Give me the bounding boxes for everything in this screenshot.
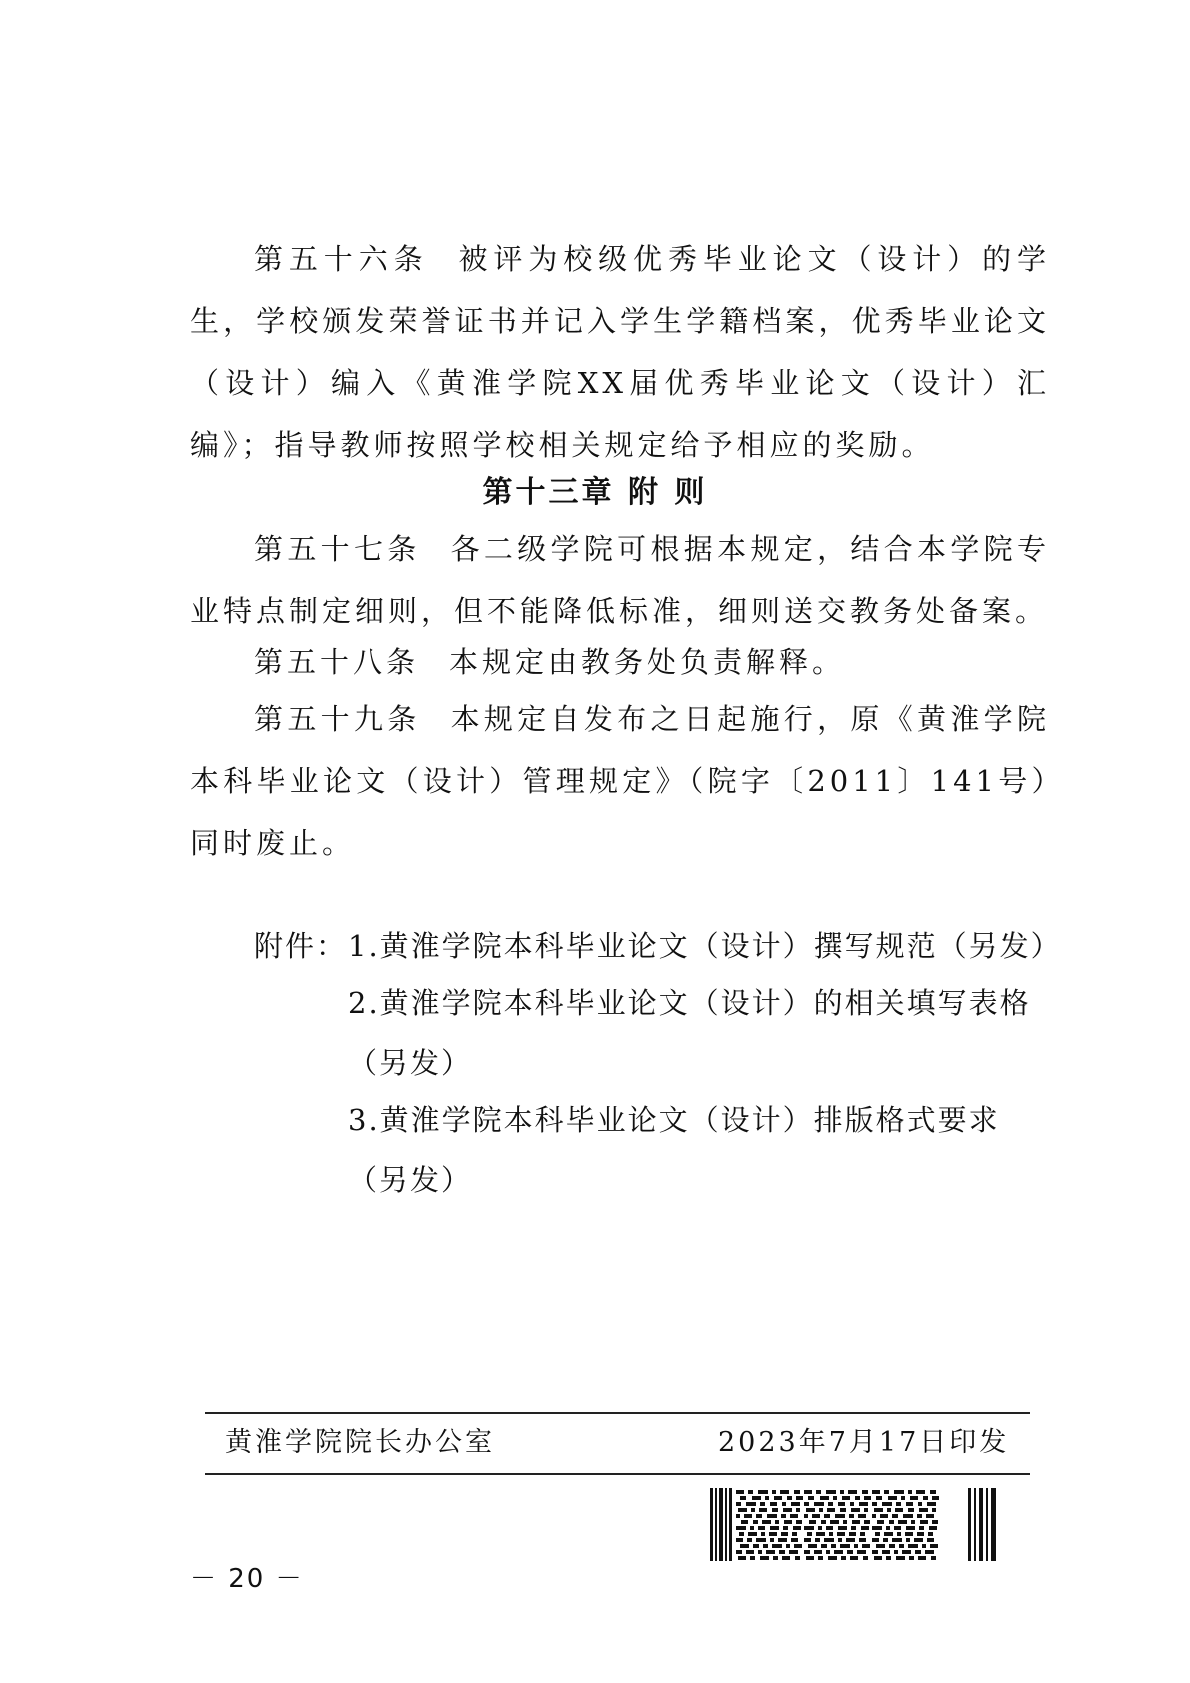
attachment-item-3: 3.黄淮学院本科毕业论文（设计）排版格式要求（另发）	[348, 1103, 1000, 1197]
article-57	[190, 518, 1050, 642]
article-number: 第五十六条	[254, 242, 429, 276]
article-59	[190, 688, 1050, 874]
article-text: 各二级学院可根据本规定，结合本学院专业特点制定细则，但不能降低标准，细则送交教务处备案。	[190, 532, 1050, 628]
chapter-title: 第十三章 附 则	[482, 475, 708, 510]
article-number: 第五十九条	[254, 702, 421, 736]
attachment-item-2: 2.黄淮学院本科毕业论文（设计）的相关填写表格（另发）	[348, 986, 1031, 1080]
footer-top-rule	[205, 1412, 1030, 1414]
article-58	[190, 631, 1050, 693]
article-56	[190, 228, 1050, 476]
article-text: 本规定由教务处负责解释。	[449, 645, 846, 679]
article-number: 第五十七条	[254, 532, 421, 566]
page-number: － 20 －	[190, 1564, 304, 1594]
attachments-label: 附件：	[254, 929, 348, 963]
article-text: 被评为校级优秀毕业论文（设计）的学生，学校颁发荣誉证书并记入学生学籍档案，优秀毕业论文（设计）编入《黄淮学院XX届优秀毕业论文（设计）汇编》；指导教师按照学校相关规定给予相应的奖励。	[190, 242, 1050, 462]
article-number: 第五十八条	[254, 645, 420, 679]
attachment-item-1: 1.黄淮学院本科毕业论文（设计）撰写规范（另发）	[348, 929, 1062, 963]
footer-date: 2023年7月17日印发	[718, 1427, 1010, 1458]
footer-bottom-rule	[205, 1473, 1030, 1475]
barcode-graphic	[710, 1488, 996, 1561]
article-text: 本规定自发布之日起施行，原《黄淮学院本科毕业论文（设计）管理规定》（院字〔2011〕141号）同时废止。	[190, 702, 1050, 860]
footer-issuer: 黄淮学院院长办公室	[225, 1427, 495, 1458]
